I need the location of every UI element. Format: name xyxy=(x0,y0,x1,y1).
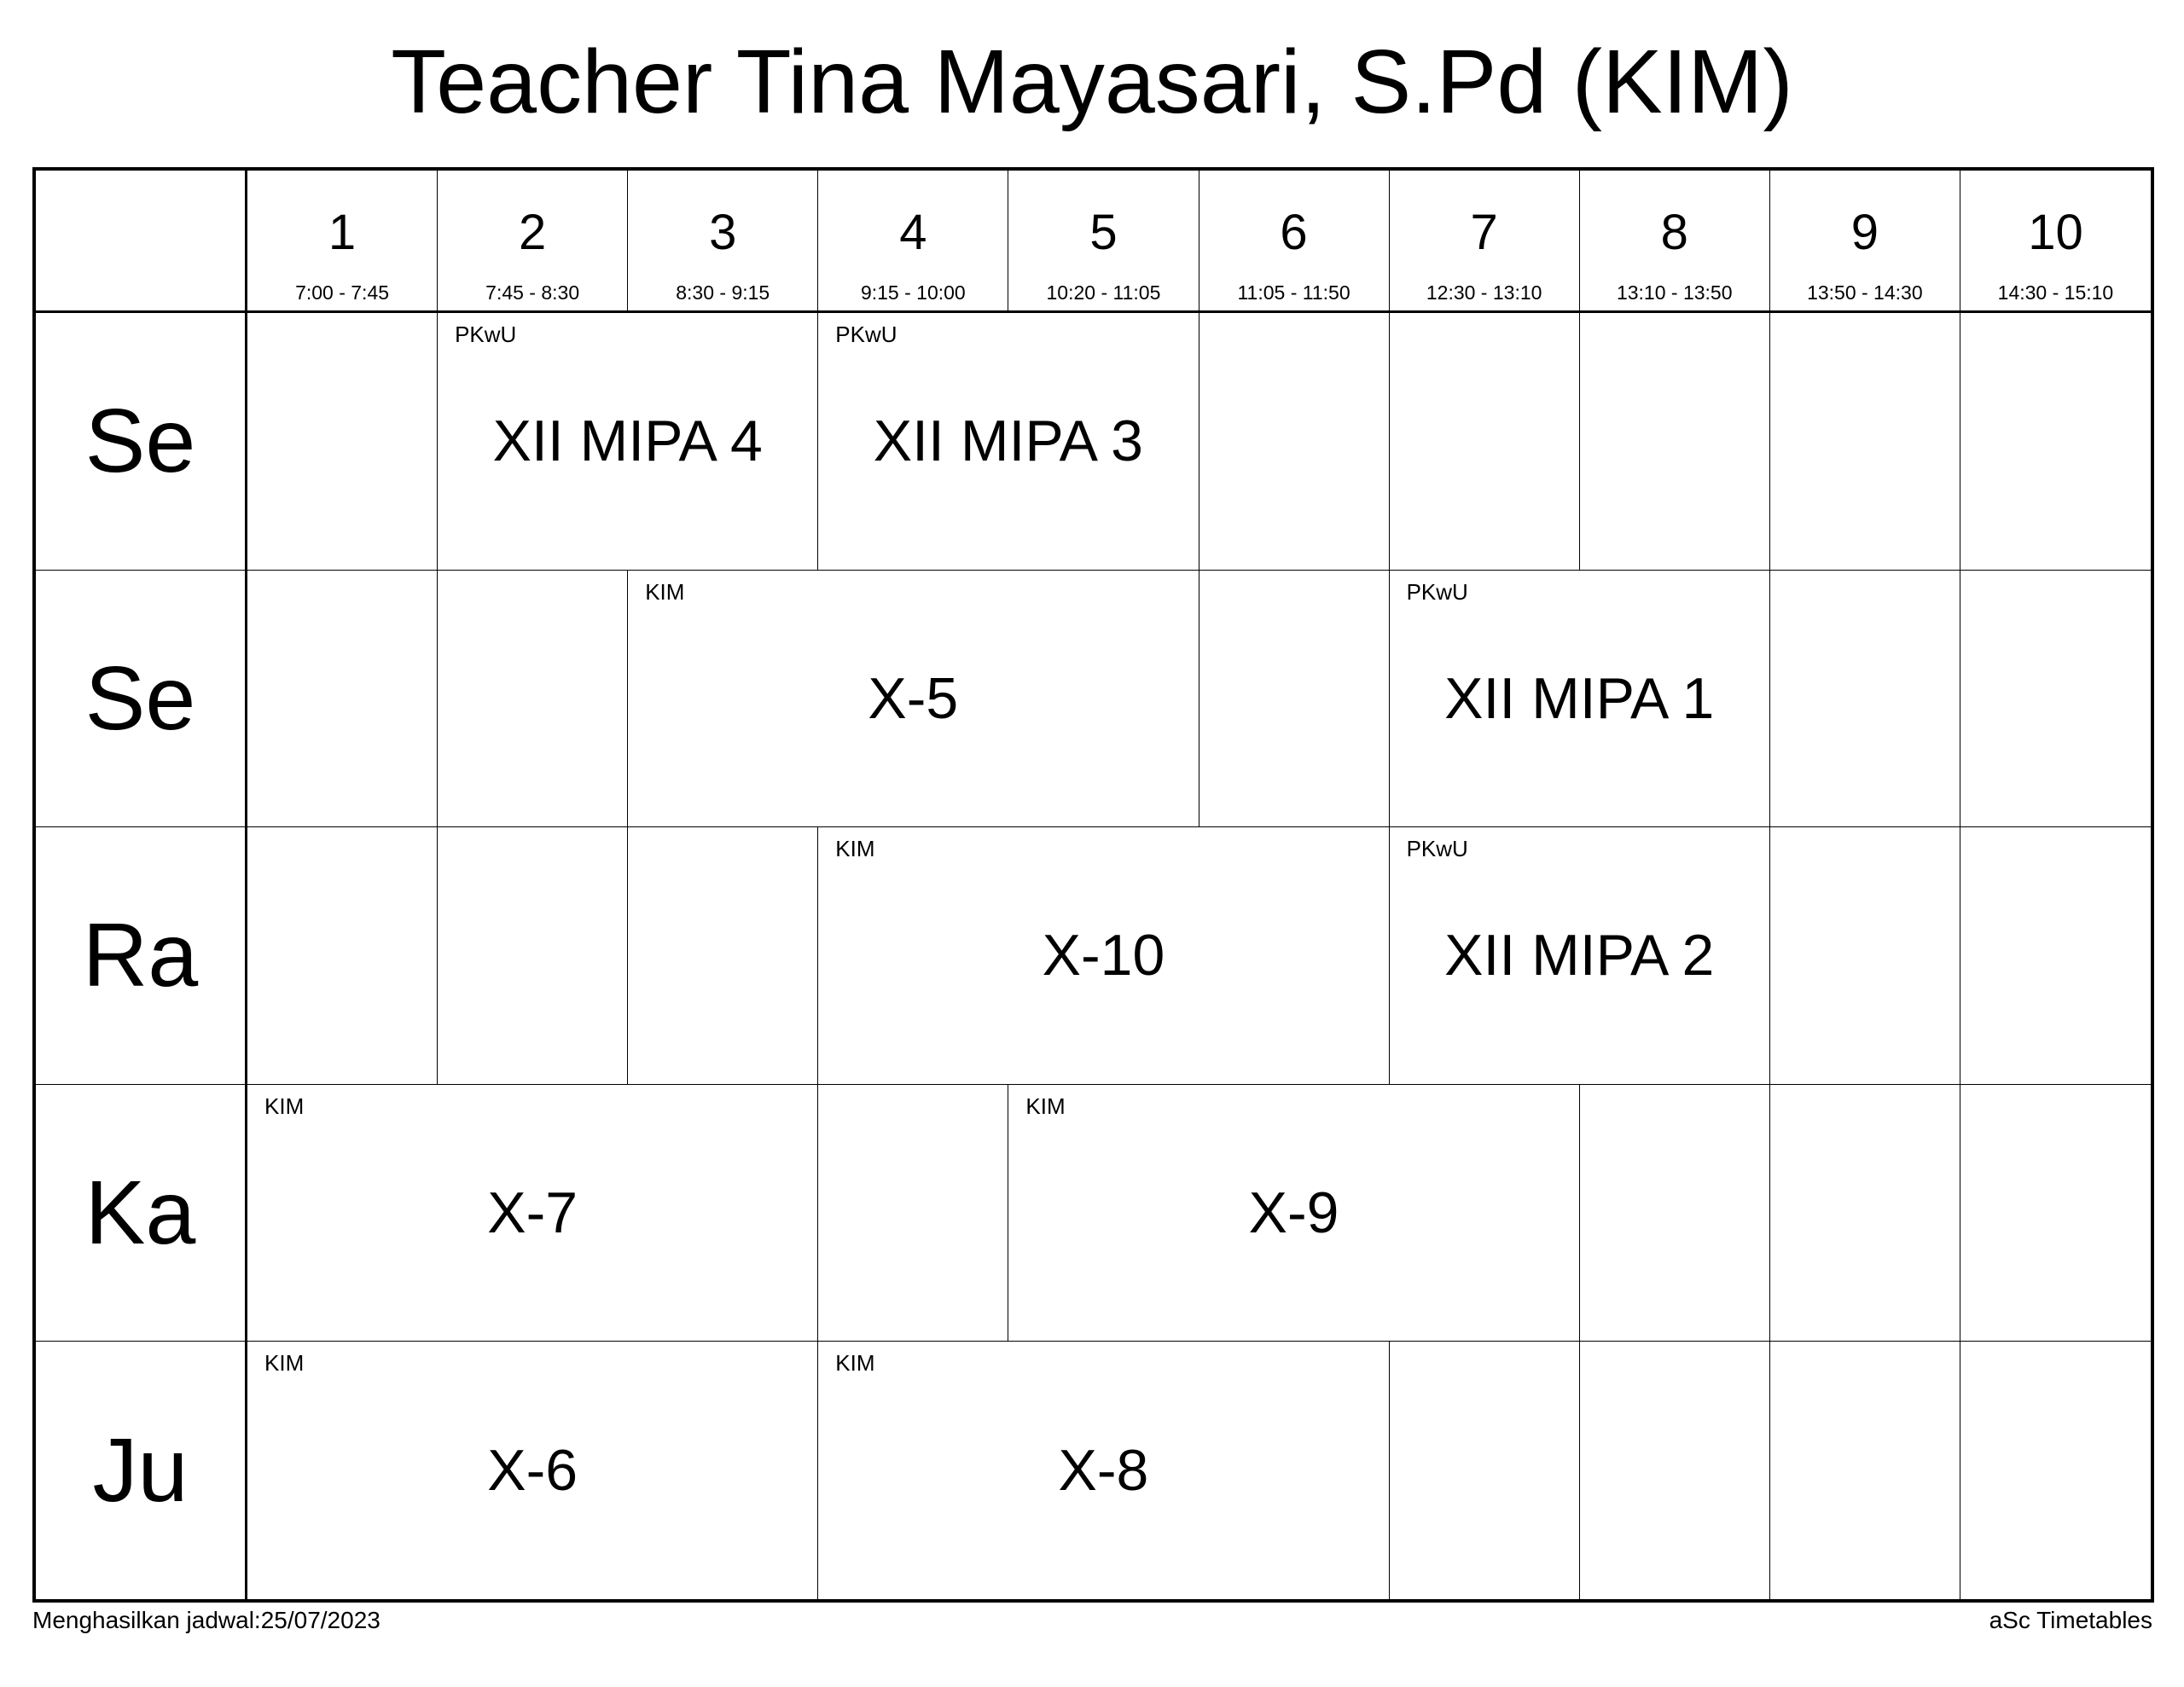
empty-slot xyxy=(1960,571,2151,828)
period-time: 8:30 - 9:15 xyxy=(676,281,770,304)
timetable-grid xyxy=(32,167,2154,1603)
lesson-class: X-5 xyxy=(868,665,959,731)
lesson-subject: PKwU xyxy=(1406,578,1468,605)
lesson-subject: KIM xyxy=(835,1350,875,1377)
generated-date: Menghasilkan jadwal:25/07/2023 xyxy=(32,1607,380,1633)
day-label: Ra xyxy=(82,905,199,1006)
period-number: 4 xyxy=(899,205,927,260)
lesson-card[interactable] xyxy=(247,1342,818,1599)
lesson-subject: PKwU xyxy=(835,322,897,347)
lesson-card[interactable] xyxy=(1008,1085,1579,1342)
empty-slot xyxy=(438,571,628,828)
empty-slot xyxy=(1390,1342,1580,1599)
empty-slot xyxy=(818,1085,1008,1342)
day-label-cell xyxy=(36,571,247,828)
empty-slot xyxy=(1580,313,1770,571)
day-label-cell xyxy=(36,827,247,1085)
lesson-card[interactable] xyxy=(818,827,1389,1085)
empty-slot xyxy=(1390,313,1580,571)
empty-slot xyxy=(1580,1085,1770,1342)
lesson-subject: PKwU xyxy=(455,322,517,347)
period-header xyxy=(1008,171,1199,313)
day-label-cell xyxy=(36,313,247,571)
corner-cell xyxy=(36,171,247,313)
lesson-card[interactable] xyxy=(1390,571,1770,828)
lesson-class: X-9 xyxy=(1248,1180,1339,1246)
lesson-subject: KIM xyxy=(264,1093,305,1119)
period-time: 10:20 - 11:05 xyxy=(1046,281,1161,304)
empty-slot xyxy=(628,827,818,1085)
period-header xyxy=(818,171,1008,313)
lesson-subject: KIM xyxy=(835,836,875,862)
lesson-class: X-7 xyxy=(487,1180,578,1246)
period-time: 12:30 - 13:10 xyxy=(1426,281,1542,304)
empty-slot xyxy=(1199,313,1390,571)
period-header xyxy=(247,171,438,313)
empty-slot xyxy=(1580,1342,1770,1599)
period-number: 8 xyxy=(1660,205,1688,260)
period-number: 9 xyxy=(1850,205,1879,260)
day-label: Se xyxy=(84,647,196,749)
period-time: 14:30 - 15:10 xyxy=(1997,281,2114,304)
lesson-card[interactable] xyxy=(818,313,1199,571)
period-number: 6 xyxy=(1280,205,1308,260)
period-number: 1 xyxy=(328,205,357,260)
lesson-subject: KIM xyxy=(645,578,685,605)
empty-slot xyxy=(247,313,438,571)
empty-slot xyxy=(247,571,438,828)
lesson-class: X-8 xyxy=(1058,1438,1149,1504)
period-time: 11:05 - 11:50 xyxy=(1237,281,1350,304)
empty-slot xyxy=(1960,1085,2151,1342)
day-label: Ju xyxy=(92,1420,189,1522)
period-time: 13:50 - 14:30 xyxy=(1807,281,1923,304)
lesson-class: XII MIPA 4 xyxy=(492,409,763,474)
lesson-subject: PKwU xyxy=(1406,836,1468,862)
empty-slot xyxy=(1960,1342,2151,1599)
empty-slot xyxy=(1770,571,1960,828)
period-header xyxy=(1580,171,1770,313)
period-time: 9:15 - 10:00 xyxy=(860,281,966,304)
lesson-subject: KIM xyxy=(264,1350,305,1377)
lesson-card[interactable] xyxy=(1390,827,1770,1085)
empty-slot xyxy=(1770,1085,1960,1342)
lesson-class: XII MIPA 1 xyxy=(1444,665,1715,731)
lesson-card[interactable] xyxy=(818,1342,1389,1599)
day-label-cell xyxy=(36,1342,247,1599)
period-header xyxy=(1199,171,1390,313)
period-number: 10 xyxy=(2028,205,2083,260)
empty-slot xyxy=(247,827,438,1085)
period-header xyxy=(1770,171,1960,313)
period-number: 5 xyxy=(1089,205,1118,260)
page-title: Teacher Tina Mayasari, S.Pd (KIM) xyxy=(391,32,1793,132)
lesson-class: X-6 xyxy=(487,1438,578,1504)
empty-slot xyxy=(1770,313,1960,571)
day-label-cell xyxy=(36,1085,247,1342)
empty-slot xyxy=(1960,827,2151,1085)
empty-slot xyxy=(1199,571,1390,828)
period-header xyxy=(628,171,818,313)
empty-slot xyxy=(1960,313,2151,571)
brand-label: aSc Timetables xyxy=(1989,1607,2152,1633)
lesson-class: X-10 xyxy=(1042,923,1165,988)
lesson-class: XII MIPA 3 xyxy=(873,409,1143,474)
lesson-card[interactable] xyxy=(247,1085,818,1342)
empty-slot xyxy=(438,827,628,1085)
period-time: 7:00 - 7:45 xyxy=(295,281,390,304)
day-label: Ka xyxy=(84,1162,196,1264)
period-time: 13:10 - 13:50 xyxy=(1616,281,1733,304)
lesson-class: XII MIPA 2 xyxy=(1444,923,1715,988)
period-number: 2 xyxy=(519,205,547,260)
period-time: 7:45 - 8:30 xyxy=(485,281,580,304)
empty-slot xyxy=(1770,827,1960,1085)
empty-slot xyxy=(1770,1342,1960,1599)
period-header xyxy=(438,171,628,313)
period-number: 3 xyxy=(709,205,737,260)
period-number: 7 xyxy=(1470,205,1498,260)
period-header xyxy=(1960,171,2151,313)
lesson-subject: KIM xyxy=(1025,1093,1066,1119)
lesson-card[interactable] xyxy=(628,571,1199,828)
period-header xyxy=(1390,171,1580,313)
lesson-card[interactable] xyxy=(438,313,818,571)
day-label: Se xyxy=(84,391,196,492)
